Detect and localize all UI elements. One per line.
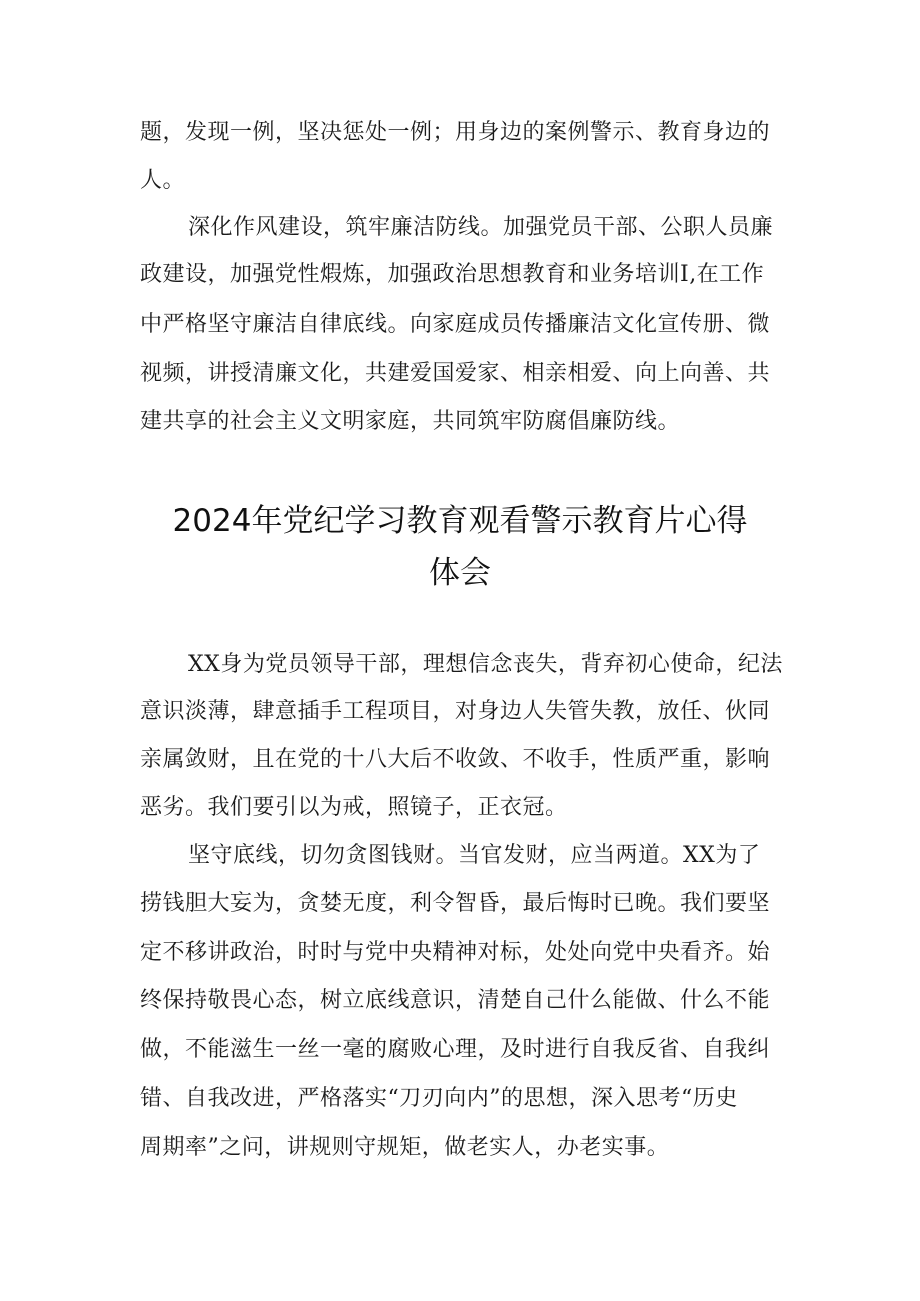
paragraph-line: 亲属敛财，且在党的十八大后不收敛、不收手，性质严重，影响 — [140, 747, 771, 772]
paragraph-line: 坚守底线，切勿贪图钱财。当官发财，应当两道。XX为了 — [188, 843, 761, 868]
paragraph-line: 建共享的社会主义文明家庭，共同筑牢防腐倡廉防线。 — [140, 409, 681, 434]
article-title-line-2: 体会 — [429, 555, 491, 591]
paragraph-line: 题，发现一例，坚决惩处一例；用身边的案例警示、教育身边的 — [140, 120, 771, 145]
paragraph-line: 中严格坚守廉洁自律底线。向家庭成员传播廉洁文化宣传册、微 — [140, 312, 771, 337]
paragraph-line: 定不移讲政治，时时与党中央精神对标，处处向党中央看齐。始 — [140, 940, 771, 965]
paragraph-line: 人。 — [140, 168, 186, 193]
paragraph-line: 意识淡薄，肆意插手工程项目，对身边人失管失教，放任、伙同 — [140, 699, 771, 724]
paragraph-line: 捞钱胆大妄为，贪婪无度，利令智昏，最后悔时已晚。我们要坚 — [140, 891, 771, 916]
paragraph-line: 恶劣。我们要引以为戒，照镜子，正衣冠。 — [140, 795, 568, 820]
paragraph-line: 周期率”之问，讲规则守规矩，做老实人，办老实事。 — [140, 1135, 670, 1160]
paragraph-line: 视频，讲授清廉文化，共建爱国爱家、相亲相爱、向上向善、共 — [140, 361, 771, 386]
paragraph-line: XX身为党员领导干部，理想信念丧失，背弃初心使命，纪法 — [188, 652, 783, 677]
paragraph-line: 终保持敬畏心态，树立底线意识，清楚自己什么能做、什么不能 — [140, 988, 771, 1013]
paragraph-line: 政建设，加强党性煆炼，加强政治思想教育和业务培训I,在工作 — [140, 262, 765, 287]
paragraph-line: 深化作风建设，筑牢廉洁防线。加强党员干部、公职人员廉 — [188, 215, 774, 240]
article-title-line-1: 2024年党纪学习教育观看警示教育片心得 — [172, 503, 748, 539]
paragraph-line: 错、自我改进，严格落实“刀刃向内”的思想，深入思考“历史 — [140, 1086, 738, 1111]
paragraph-line: 做，不能滋生一丝一毫的腐败心理，及时进行自我反省、自我纠 — [140, 1037, 771, 1062]
